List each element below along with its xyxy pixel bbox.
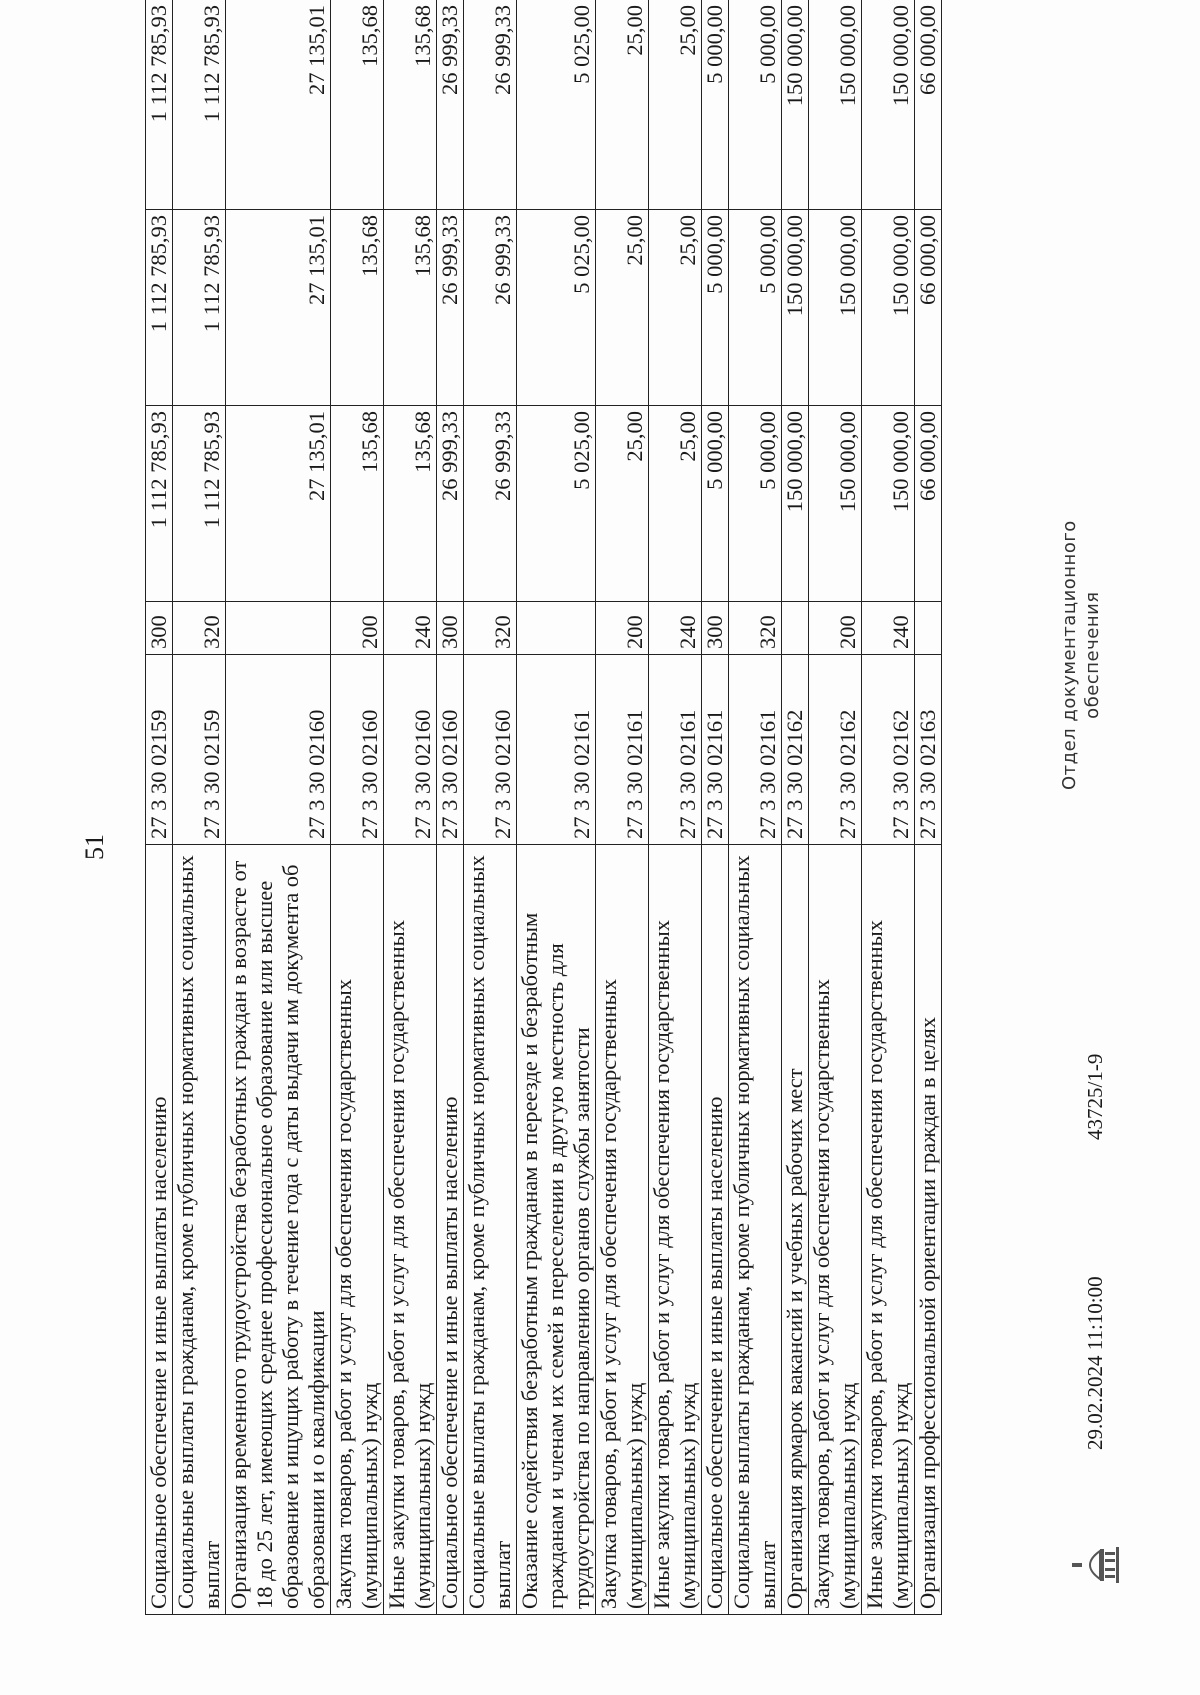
row-value-2-cell: 27 135,01 <box>226 210 331 406</box>
stamp-line-1: Отдел документационного <box>1059 520 1080 790</box>
row-type-cell: 240 <box>862 602 915 655</box>
row-value-2-cell: 150 000,00 <box>862 210 915 406</box>
row-code-cell: 27 3 30 02160 <box>331 655 384 845</box>
row-name-cell: Социальное обеспечение и иные выплаты населению <box>146 845 173 1615</box>
row-value-3-cell: 5 025,00 <box>517 0 596 210</box>
row-value-1-cell: 135,68 <box>331 406 384 602</box>
row-value-1-cell: 66 000,00 <box>915 406 942 602</box>
row-code-cell: 27 3 30 02162 <box>862 655 915 845</box>
row-name-cell: Иные закупки товаров, работ и услуг для обеспечения государственных (муниципальных) нужд <box>384 845 437 1615</box>
row-value-2-cell: 150 000,00 <box>782 210 809 406</box>
row-name-cell: Социальное обеспечение и иные выплаты населению <box>437 845 464 1615</box>
row-type-cell: 300 <box>702 602 729 655</box>
row-value-2-cell: 66 000,00 <box>915 210 942 406</box>
row-name-cell: Закупка товаров, работ и услуг для обеспечения государственных (муниципальных) нужд <box>809 845 862 1615</box>
row-value-1-cell: 1 112 785,93 <box>146 406 173 602</box>
row-value-1-cell: 25,00 <box>649 406 702 602</box>
row-code-cell: 27 3 30 02159 <box>146 655 173 845</box>
stamp-line-2: обеспечения <box>1082 591 1103 719</box>
row-value-1-cell: 5 000,00 <box>729 406 782 602</box>
row-value-2-cell: 5 000,00 <box>702 210 729 406</box>
row-type-cell: 200 <box>331 602 384 655</box>
row-value-1-cell: 150 000,00 <box>782 406 809 602</box>
row-code-cell: 27 3 30 02161 <box>702 655 729 845</box>
row-value-3-cell: 26 999,33 <box>464 0 517 210</box>
row-name-cell: Социальное обеспечение и иные выплаты населению <box>702 845 729 1615</box>
row-name-cell: Иные закупки товаров, работ и услуг для обеспечения государственных (муниципальных) нужд <box>862 845 915 1615</box>
row-value-3-cell: 5 000,00 <box>729 0 782 210</box>
row-name-cell: Оказание содействия безработным гражданам в переезде и безработным гражданам и членам их семей в переселении в другую местность для трудоустройства по направлению органов службы занятости <box>517 845 596 1615</box>
row-name-cell: Организация профессиональной ориентации граждан в целях <box>915 845 942 1615</box>
row-value-3-cell: 150 000,00 <box>809 0 862 210</box>
row-value-3-cell: 66 000,00 <box>915 0 942 210</box>
row-value-2-cell: 1 112 785,93 <box>146 210 173 406</box>
row-code-cell: 27 3 30 02160 <box>464 655 517 845</box>
row-code-cell: 27 3 30 02161 <box>596 655 649 845</box>
row-code-cell: 27 3 30 02162 <box>809 655 862 845</box>
row-value-3-cell: 1 112 785,93 <box>146 0 173 210</box>
row-value-3-cell: 25,00 <box>649 0 702 210</box>
footer-doc-number: 43725/1-9 <box>1083 1053 1107 1140</box>
row-name-cell: Иные закупки товаров, работ и услуг для обеспечения государственных (муниципальных) нужд <box>649 845 702 1615</box>
row-type-cell: 320 <box>464 602 517 655</box>
row-code-cell: 27 3 30 02162 <box>782 655 809 845</box>
row-value-3-cell: 5 000,00 <box>702 0 729 210</box>
row-type-cell: 240 <box>384 602 437 655</box>
row-name-cell: Социальные выплаты гражданам, кроме публичных нормативных социальных выплат <box>729 845 782 1615</box>
duma-emblem-icon <box>1070 1545 1122 1585</box>
row-value-3-cell: 135,68 <box>331 0 384 210</box>
row-value-1-cell: 1 112 785,93 <box>173 406 226 602</box>
row-value-3-cell: 27 135,01 <box>226 0 331 210</box>
row-value-2-cell: 150 000,00 <box>809 210 862 406</box>
row-value-2-cell: 135,68 <box>384 210 437 406</box>
row-value-2-cell: 26 999,33 <box>437 210 464 406</box>
row-value-3-cell: 25,00 <box>596 0 649 210</box>
row-value-1-cell: 27 135,01 <box>226 406 331 602</box>
footer-date: 29.02.2024 11:10:00 <box>1083 1276 1107 1450</box>
row-code-cell: 27 3 30 02160 <box>226 655 331 845</box>
row-name-cell: Организация ярмарок вакансий и учебных рабочих мест <box>782 845 809 1615</box>
row-value-1-cell: 150 000,00 <box>809 406 862 602</box>
row-value-3-cell: 135,68 <box>384 0 437 210</box>
row-value-1-cell: 5 000,00 <box>702 406 729 602</box>
row-value-2-cell: 26 999,33 <box>464 210 517 406</box>
row-value-2-cell: 5 025,00 <box>517 210 596 406</box>
page-number: 51 <box>80 834 109 860</box>
row-value-3-cell: 150 000,00 <box>862 0 915 210</box>
row-value-1-cell: 135,68 <box>384 406 437 602</box>
row-type-cell: 200 <box>596 602 649 655</box>
row-name-cell: Организация временного трудоустройства безработных граждан в возрасте от 18 до 25 лет, имеющих среднее профессиональное образование или высшее образование и ищущих работу в течение года с даты выдачи им документа об образовании и о квалификации <box>226 845 331 1615</box>
row-code-cell: 27 3 30 02161 <box>517 655 596 845</box>
row-value-1-cell: 26 999,33 <box>464 406 517 602</box>
row-value-2-cell: 25,00 <box>596 210 649 406</box>
row-value-1-cell: 26 999,33 <box>437 406 464 602</box>
row-value-1-cell: 25,00 <box>596 406 649 602</box>
row-code-cell: 27 3 30 02161 <box>649 655 702 845</box>
department-stamp <box>1058 520 1104 790</box>
row-value-3-cell: 150 000,00 <box>782 0 809 210</box>
row-code-cell: 27 3 30 02159 <box>173 655 226 845</box>
row-type-cell: 200 <box>809 602 862 655</box>
row-code-cell: 27 3 30 02160 <box>437 655 464 845</box>
row-value-3-cell: 26 999,33 <box>437 0 464 210</box>
row-value-1-cell: 5 025,00 <box>517 406 596 602</box>
row-name-cell: Закупка товаров, работ и услуг для обеспечения государственных (муниципальных) нужд <box>331 845 384 1615</box>
row-value-3-cell: 1 112 785,93 <box>173 0 226 210</box>
row-code-cell: 27 3 30 02160 <box>384 655 437 845</box>
row-type-cell: 240 <box>649 602 702 655</box>
row-name-cell: Социальные выплаты гражданам, кроме публичных нормативных социальных выплат <box>173 845 226 1615</box>
row-value-2-cell: 25,00 <box>649 210 702 406</box>
row-name-cell: Закупка товаров, работ и услуг для обеспечения государственных (муниципальных) нужд <box>596 845 649 1615</box>
row-value-1-cell: 150 000,00 <box>862 406 915 602</box>
row-type-cell: 300 <box>146 602 173 655</box>
row-value-2-cell: 1 112 785,93 <box>173 210 226 406</box>
row-type-cell: 300 <box>437 602 464 655</box>
row-type-cell: 320 <box>173 602 226 655</box>
row-value-2-cell: 135,68 <box>331 210 384 406</box>
row-code-cell: 27 3 30 02161 <box>729 655 782 845</box>
row-value-2-cell: 5 000,00 <box>729 210 782 406</box>
row-type-cell: 320 <box>729 602 782 655</box>
row-code-cell: 27 3 30 02163 <box>915 655 942 845</box>
row-name-cell: Социальные выплаты гражданам, кроме публичных нормативных социальных выплат <box>464 845 517 1615</box>
